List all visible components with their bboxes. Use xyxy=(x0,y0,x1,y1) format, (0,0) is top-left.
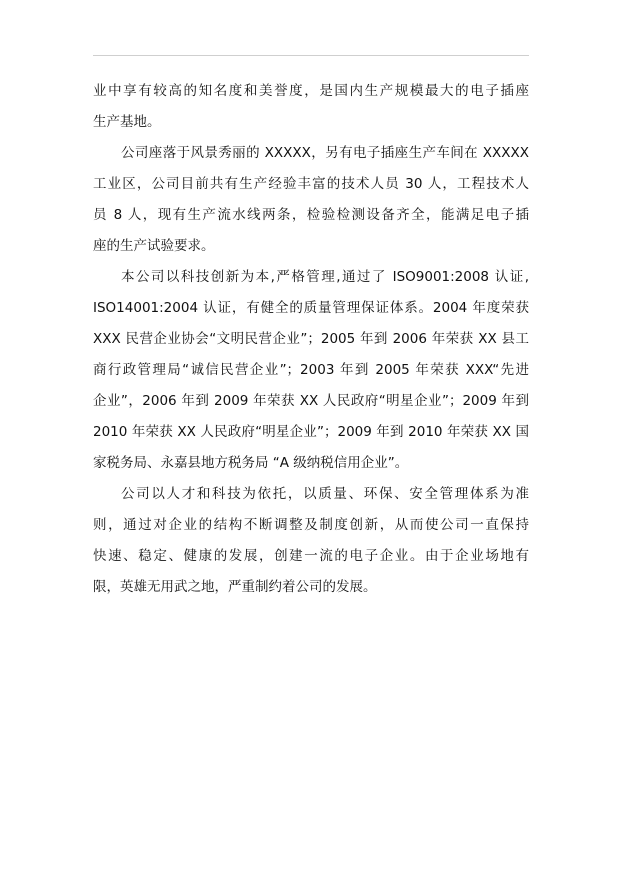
text-line: 家税务局、永嘉县地方税务局 “A 级纳税信用企业”。 xyxy=(93,455,409,471)
paragraph-4 xyxy=(93,479,529,603)
paragraph-1 xyxy=(93,76,529,138)
text-line: 公司座落于风景秀丽的 XXXXX，另有电子插座生产车间在 XXXXX xyxy=(121,145,529,161)
text-line: 则，通过对企业的结构不断调整及制度创新，从而使公司一直保持 xyxy=(93,517,529,533)
text-line: 企业”，2006 年到 2009 年荣获 XX 人民政府“明星企业”；2009 年到 xyxy=(93,393,529,409)
text-line: 快速、稳定、健康的发展，创建一流的电子企业。由于企业场地有 xyxy=(93,548,529,564)
text-line: 工业区，公司目前共有生产经验丰富的技术人员 30 人，工程技术人 xyxy=(93,176,529,192)
text-line: 限，英雄无用武之地，严重制约着公司的发展。 xyxy=(93,579,377,595)
text-line: 公司以人才和科技为依托，以质量、环保、安全管理体系为准 xyxy=(121,486,529,502)
text-line: 生产基地。 xyxy=(93,114,161,130)
document-body xyxy=(93,76,529,603)
text-line: 业中享有较高的知名度和美誉度，是国内生产规模最大的电子插座 xyxy=(93,83,529,99)
text-line: 座的生产试验要求。 xyxy=(93,238,215,254)
text-line: 员 8 人，现有生产流水线两条，检验检测设备齐全，能满足电子插 xyxy=(93,207,529,223)
paragraph-2 xyxy=(93,138,529,262)
text-line: 商行政管理局“诚信民营企业”；2003 年到 2005 年荣获 XXX“先进 xyxy=(93,362,529,378)
text-line: XXX 民营企业协会“文明民营企业”；2005 年到 2006 年荣获 XX 县工 xyxy=(93,331,529,347)
text-line: 本公司以科技创新为本,严格管理,通过了 ISO9001:2008 认证, xyxy=(121,269,529,285)
text-line: ISO14001:2004 认证，有健全的质量管理保证体系。2004 年度荣获 xyxy=(93,300,529,316)
text-line: 2010 年荣获 XX 人民政府“明星企业”；2009 年到 2010 年荣获 XX 国 xyxy=(93,424,529,440)
paragraph-3 xyxy=(93,262,529,479)
header-rule xyxy=(93,55,529,56)
